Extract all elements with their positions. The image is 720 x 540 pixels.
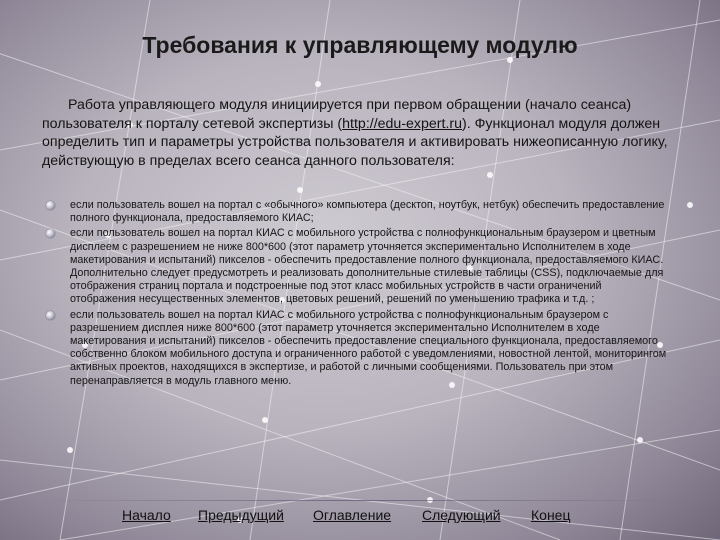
list-item — [44, 309, 670, 388]
intro-text-part2: ). Функционал модуля должен определить тип и параметры устройства пользователя и активировать нижеописанную логику, действующую в пределах всего сеанса данного пользователя: — [42, 115, 668, 169]
bullet-sphere-icon — [46, 201, 55, 210]
bullet-sphere-icon — [46, 229, 55, 238]
list-item — [44, 199, 670, 225]
list-item — [44, 227, 670, 306]
requirements-list — [44, 199, 670, 390]
portal-link[interactable]: http://edu-expert.ru — [342, 115, 463, 132]
intro-text-part1: Работа управляющего модуля инициируется при первом обращении (начало сеанса) пользователя к порталу сетевой экспертизы ( — [42, 97, 632, 132]
list-item-text: если пользователь вошел на портал КИАС с мобильного устройства с полнофункциональным браузером с разрешением дисплея ниже 800*600 (этот параметр уточняется экспериментально Исполнителем в ходе макетирования и испытаний) пикселов - обеспечить предоставление специального функционала, предоставляемого собственно блоком мобильного доступа и ограниченного работой с уведомлениями, новостной лентой, мониторингом активных проектов, находящихся в экспертизе, и работой с личными сообщениями. Пользователь при этом перенаправляется в модуль главного меню. — [70, 308, 667, 387]
nav-prev-link[interactable]: Предыдущий — [198, 507, 284, 523]
nav-home-link[interactable]: Начало — [122, 507, 171, 523]
bullet-sphere-icon — [46, 311, 55, 320]
footer-divider — [40, 500, 680, 501]
list-item-text: если пользователь вошел на портал с «обычного» компьютера (десктоп, ноутбук, нетбук) обеспечить предоставление полного функционала, предоставляемого КИАС; — [70, 199, 665, 225]
slide-title: Требования к управляющему модулю — [142, 32, 578, 58]
nav-toc-link[interactable]: Оглавление — [313, 507, 392, 523]
list-item-text: если пользователь вошел на портал КИАС с мобильного устройства с полнофункциональным браузером и цветным дисплеем с разрешением не ниже 800*600 (этот параметр уточняется экспериментально Исполнителем в ходе макетирования и испытаний) пикселов - обеспечить предоставление полного функционала, предоставляемого КИАС. Дополнительно следует предусмотреть и реализовать дополнительные стилевые таблицы (CSS), подключаемые для отображения страниц портала и подстроенные под этот класс мобильных устройств в части ограничений отображения несущественных элементов, цветовых решений, решений по уменьшению трафика и т.д. ; — [70, 227, 664, 306]
nav-end-link[interactable]: Конец — [531, 507, 571, 523]
intro-paragraph — [42, 96, 682, 170]
slide-navigation — [0, 507, 720, 531]
nav-next-link[interactable]: Следующий — [422, 507, 501, 523]
